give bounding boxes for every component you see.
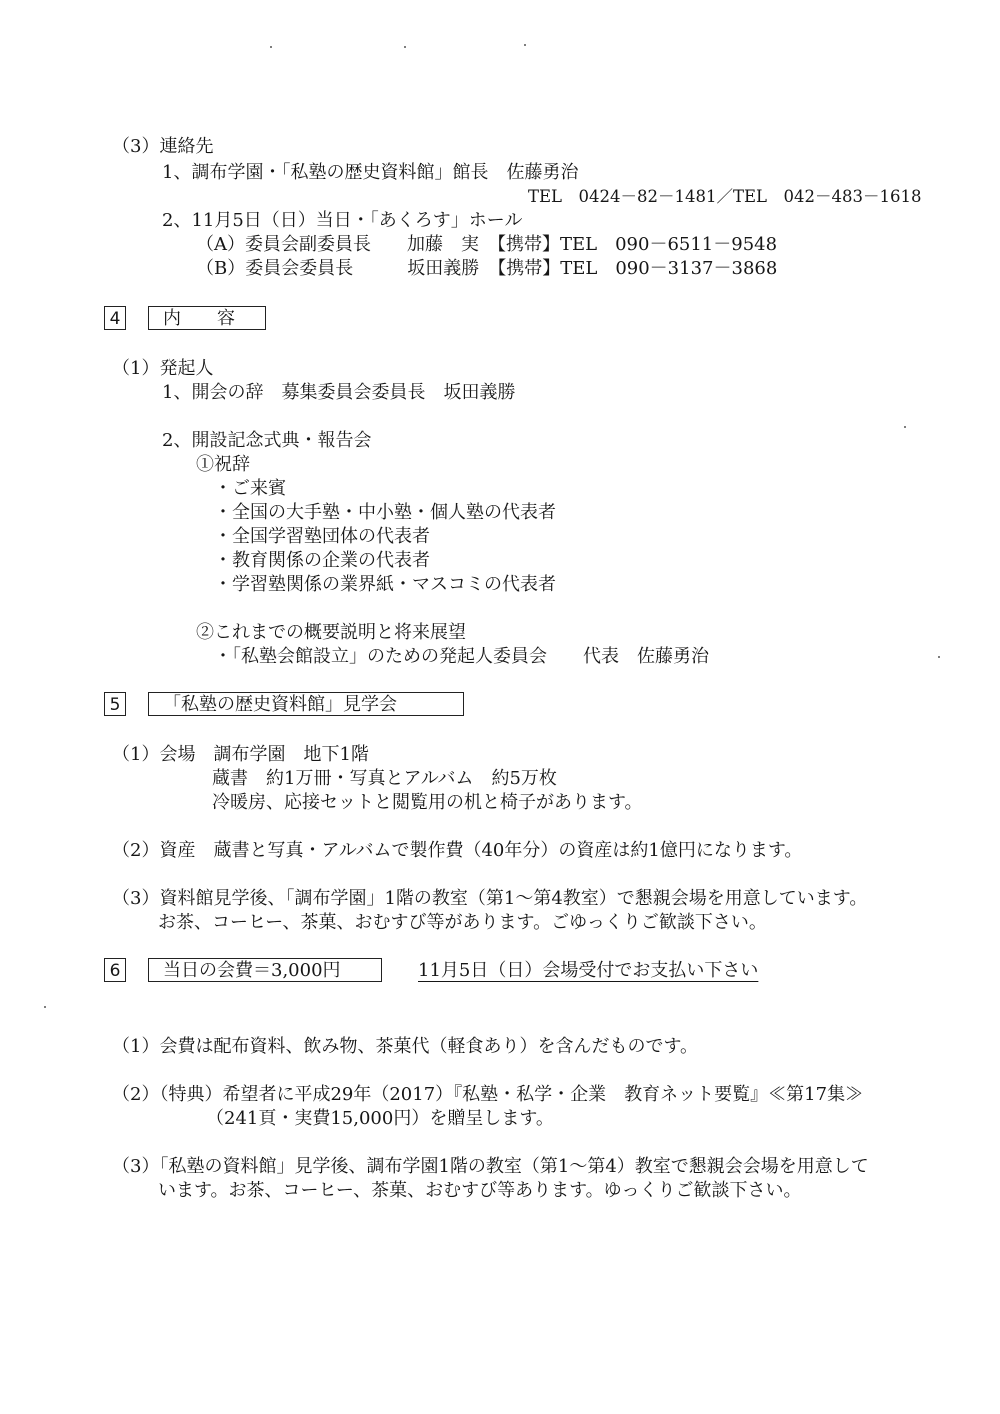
section-5-p1-line1: （1）会場 調布学園 地下1階: [112, 744, 369, 765]
section-4-opening: 1、開会の辞 募集委員会委員長 坂田義勝: [162, 382, 516, 403]
contact-item-1-tel: TEL 0424－82－1481／TEL 042－483－1618: [528, 187, 922, 206]
contact-item-1: 1、調布学園・「私塾の歴史資料館」館長 佐藤勇治: [162, 162, 579, 183]
section-4-overview-item: ・「私塾会館設立」のための発起人委員会 代表 佐藤勇治: [214, 646, 709, 667]
section-6-payment-note: 11月5日（日）会場受付でお支払い下さい: [418, 960, 759, 981]
scan-speck: [904, 426, 906, 428]
congrats-bullet: ・ご来賓: [214, 478, 286, 499]
section-6-title: 当日の会費＝3,000円: [148, 958, 382, 982]
section-4-number: 4: [104, 306, 126, 330]
scan-speck: [524, 44, 526, 46]
section-4-title: 内 容: [148, 306, 266, 330]
section-4-ceremony: 2、開設記念式典・報告会: [162, 430, 372, 451]
contact-item-2a: （A）委員会副委員長 加藤 実 【携帯】TEL 090－6511－9548: [196, 234, 778, 255]
section-6-p3-line1: （3）「私塾の資料館」見学後、調布学園1階の教室（第1～第4）教室で懇親会会場を用意して: [112, 1156, 869, 1177]
section-5-p3-line1: （3）資料館見学後、「調布学園」1階の教室（第1～第4教室）で懇親会場を用意しています。: [112, 888, 868, 909]
section-4-overview: ②これまでの概要説明と将来展望: [196, 622, 466, 643]
section-5-p1-line3: 冷暖房、応接セットと閲覧用の机と椅子があります。: [212, 792, 643, 813]
section-6-p2-line2: （241頁・実費15,000円）を贈呈します。: [206, 1108, 554, 1129]
contact-item-2b: （B）委員会委員長 坂田義勝 【携帯】TEL 090－3137－3868: [196, 258, 778, 279]
section-5-title: 「私塾の歴史資料館」見学会: [148, 692, 464, 716]
section-4-sub1: （1）発起人: [112, 358, 214, 379]
section-6-p3-line2: います。お茶、コーヒー、茶菓、おむすび等あります。ゆっくりご歓談下さい。: [158, 1180, 802, 1201]
congrats-bullet: ・全国の大手塾・中小塾・個人塾の代表者: [214, 502, 556, 523]
contact-item-2: 2、11月5日（日）当日・「あくろす」ホール: [162, 210, 523, 231]
section-6-p2-line1: （2）（特典）希望者に平成29年（2017）『私塾・私学・企業 教育ネット要覧』≪第17集≫: [112, 1084, 864, 1105]
section-6-number: 6: [104, 958, 126, 982]
section-5-p3-line2: お茶、コーヒー、茶菓、おむすび等があります。ごゆっくりご歓談下さい。: [158, 912, 767, 933]
scan-speck: [270, 46, 272, 48]
section-4-congrats: ①祝辞: [196, 454, 250, 475]
section-6-p1: （1）会費は配布資料、飲み物、茶菓代（軽食あり）を含んだものです。: [112, 1036, 699, 1057]
section-5-number: 5: [104, 692, 126, 716]
congrats-bullet: ・教育関係の企業の代表者: [214, 550, 430, 571]
scan-speck: [44, 1006, 46, 1008]
scan-speck: [938, 656, 940, 658]
congrats-bullet: ・学習塾関係の業界紙・マスコミの代表者: [214, 574, 556, 595]
section-5-p1-line2: 蔵書 約1万冊・写真とアルバム 約5万枚: [212, 768, 557, 789]
scan-speck: [404, 46, 406, 48]
congrats-bullet: ・全国学習塾団体の代表者: [214, 526, 430, 547]
section-5-p2: （2）資産 蔵書と写真・アルバムで製作費（40年分）の資産は約1億円になります。: [112, 840, 803, 861]
contact-heading: （3）連絡先: [112, 136, 214, 157]
